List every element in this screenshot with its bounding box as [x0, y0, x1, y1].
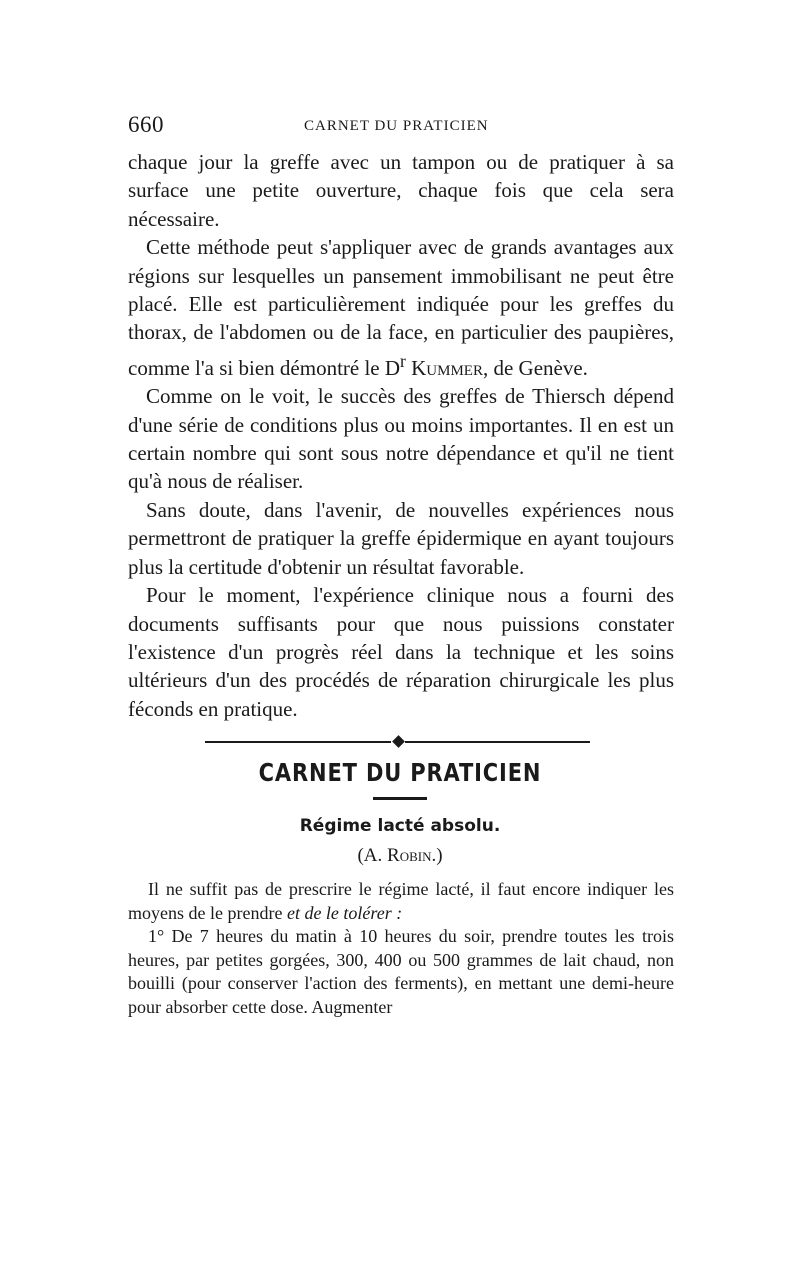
article-body [128, 148, 674, 723]
author-open: (A. [357, 845, 388, 866]
section-body [128, 878, 674, 1019]
page-number: 660 [128, 112, 164, 137]
paragraph-3: Comme on le voit, le succès des greffes de Thiersch dépend d'une série de conditions plus ou moins importantes. Il en est un certain nombre qui sont sous notre dépendance et qu'il ne tient qu'à nous de réaliser. [128, 384, 674, 494]
running-head: CARNET DU PRATICIEN [304, 118, 489, 134]
section-paragraph-2: 1° De 7 heures du matin à 10 heures du soir, prendre toutes les trois heures, par petites gorgées, 300, 400 ou 500 grammes de lait chaud, non bouilli (pour conserver l'action des ferments), en mettant une demi-heure pour absorber cette dose. Augmenter [128, 926, 674, 1017]
section-paragraph-1-text: Il ne suffit pas de prescrire le régime lacté, il faut encore indiquer les moyens de le prendre [128, 879, 674, 923]
author-close: .) [431, 845, 443, 866]
section-title: CARNET DU PRATICIEN [258, 758, 542, 787]
title-rule [373, 797, 427, 800]
paragraph-2-end: , de Genève. [482, 355, 588, 380]
author-name: Robin [387, 845, 432, 866]
doctor-superscript: r [400, 350, 406, 371]
section-paragraph-1-italic: et de le tolérer : [286, 902, 403, 923]
divider-line-left [205, 741, 391, 743]
section-divider-ornament [205, 735, 590, 749]
paragraph-2 [128, 233, 674, 382]
section-subheading: Régime lacté absolu. [299, 816, 501, 836]
author-name-kummer: Kummer [411, 355, 483, 380]
section-paragraph-1 [128, 878, 674, 925]
page-header [128, 112, 674, 142]
diamond-ornament-icon [392, 735, 405, 748]
paragraph-4: Sans doute, dans l'avenir, de nouvelles expériences nous permettront de pratiquer la greffe épidermique en ayant toujours plus la certitude d'obtenir un résultat favorable. [128, 497, 674, 579]
paragraph-2-text: Cette méthode peut s'appliquer avec de grands avantages aux régions sur lesquelles un pansement immobilisant ne peut être placé. Elle est particulièrement indiquée pour les greffes du thorax, de l'abdomen ou de la face, en particulier des paupières, comme l'a si bien démontré le D [128, 235, 674, 380]
section-author [200, 845, 600, 867]
divider-line-right [405, 741, 590, 743]
paragraph-5: Pour le moment, l'expérience clinique nous a fourni des documents suffisants pour que nous puissions constater l'existence d'un progrès réel dans la technique et les soins ultérieurs d'un des procédés de réparation chirurgicale les plus féconds en pratique. [128, 583, 674, 721]
paragraph-1: chaque jour la greffe avec un tampon ou de pratiquer à sa surface une petite ouverture, chaque fois que cela sera nécessaire. [128, 150, 674, 231]
